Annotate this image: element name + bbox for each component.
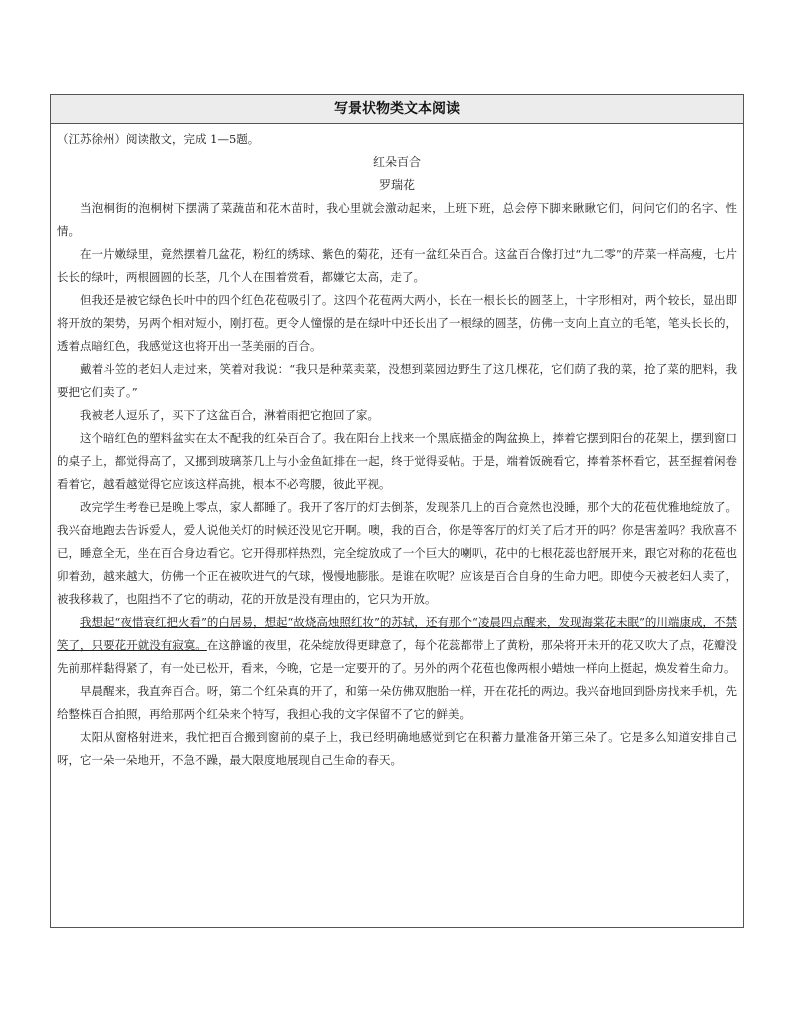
underlined-sentence: 我想起“夜惜衰红把火看”的白居易，想起“故烧高烛照红妆”的苏轼，还有那个“凌晨四点醒来，发现海棠花未眠”的川端康成，不禁笑了，只要花开就没有寂寞。 <box>57 615 737 652</box>
paragraph-8-rest: 在这静谧的夜里，花朵绽放得更肆意了，每个花蕊都带上了黄粉，那朵将开未开的花又吹大了点，花瓣没先前那样黏得紧了，有一处已松开，看来，今晚，它是一定要开的了。另外的两个花苞也像两根小蜡烛一样向上挺起，焕发着生命力。 <box>57 638 738 675</box>
paragraph-2: 在一片嫩绿里，竟然摆着几盆花，粉红的绣球、紫色的菊花，还有一盆红朵百合。这盆百合像打过“九二零”的芹菜一样高瘦，七片长长的绿叶，两根圆圆的长茎，几个人在围着赏看，都嫌它太高，走了。 <box>57 247 737 284</box>
paragraph-1: 当泡桐街的泡桐树下摆满了菜蔬苗和花木苗时，我心里就会激动起来，上班下班，总会停下脚来瞅瞅它们，问问它们的名字、性情。 <box>57 201 737 238</box>
document-frame <box>50 94 744 928</box>
document-content <box>51 124 743 772</box>
paragraph-8 <box>57 611 737 680</box>
paragraph-7: 改完学生考卷已是晚上零点，家人都睡了。我开了客厅的灯去倒茶，发现茶几上的百合竟然也没睡，那个大的花苞优雅地绽放了。我兴奋地跑去告诉爱人，爱人说他关灯的时候还没见它开啊。噢，我的百合，你是等客厅的灯关了后才开的吗？你是害羞吗？我欣喜不已，睡意全无，坐在百合身边看它。它开得那样热烈，完全绽放成了一个巨大的喇叭，花中的七根花蕊也舒展开来，跟它对称的花苞也卯着劲，越来越大，仿佛一个正在被吹进气的气球，慢慢地膨胀。是谁在吹呢？应该是百合自身的生命力吧。即使今天被老妇人卖了，被我移栽了，也阻挡不了它的萌动，花的开放是没有理由的，它只为开放。 <box>57 500 737 606</box>
section-title: 写景状物类文本阅读 <box>51 95 743 124</box>
paragraph-6: 这个暗红色的塑料盆实在太不配我的红朵百合了。我在阳台上找来一个黑底描金的陶盆换上，捧着它摆到阳台的花架上，摆到窗口的桌子上，都觉得高了，又挪到玻璃茶几上与小金鱼缸排在一起，终于觉得妥帖。于是，端着饭碗看它，捧着茶杯看它，甚至握着闲卷看着它，越看越觉得它应该这样高挑，根本不必弯腰，彼此平视。 <box>57 431 737 491</box>
paragraph-5: 我被老人逗乐了，买下了这盆百合，淋着雨把它抱回了家。 <box>80 408 379 422</box>
question-intro: （江苏徐州）阅读散文，完成 1—5题。 <box>57 132 260 146</box>
paragraph-3: 但我还是被它绿色长叶中的四个红色花苞吸引了。这四个花苞两大两小，长在一根长长的圆茎上，十字形相对，两个较长，显出即将开放的架势，另两个相对短小，刚打苞。更令人憧憬的是在绿叶中还长出了一根绿的圆茎，仿佛一支向上直立的毛笔，笔头长长的，透着点暗红色，我感觉这也将开出一茎美丽的百合。 <box>57 293 737 353</box>
article-author: 罗瑞花 <box>378 178 415 192</box>
article-title: 红朵百合 <box>372 155 421 169</box>
paragraph-10: 太阳从窗格射进来，我忙把百合搬到窗前的桌子上，我已经明确地感觉到它在积蓄力量准备开第三朵了。它是多么知道安排自己呀，它一朵一朵地开，不急不躁，最大限度地展现自己生命的春天。 <box>57 730 737 767</box>
paragraph-4: 戴着斗笠的老妇人走过来，笑着对我说：“我只是种菜卖菜，没想到菜园边野生了这几棵花，它们荫了我的菜，抢了菜的肥料，我要把它们卖了。” <box>57 362 737 399</box>
paragraph-9: 早晨醒来，我直奔百合。呀，第二个红朵真的开了，和第一朵仿佛双胞胎一样，开在花托的两边。我兴奋地回到卧房找来手机，先给整株百合拍照，再给那两个红朵来个特写，我担心我的文字保留不了它的鲜美。 <box>57 684 737 721</box>
